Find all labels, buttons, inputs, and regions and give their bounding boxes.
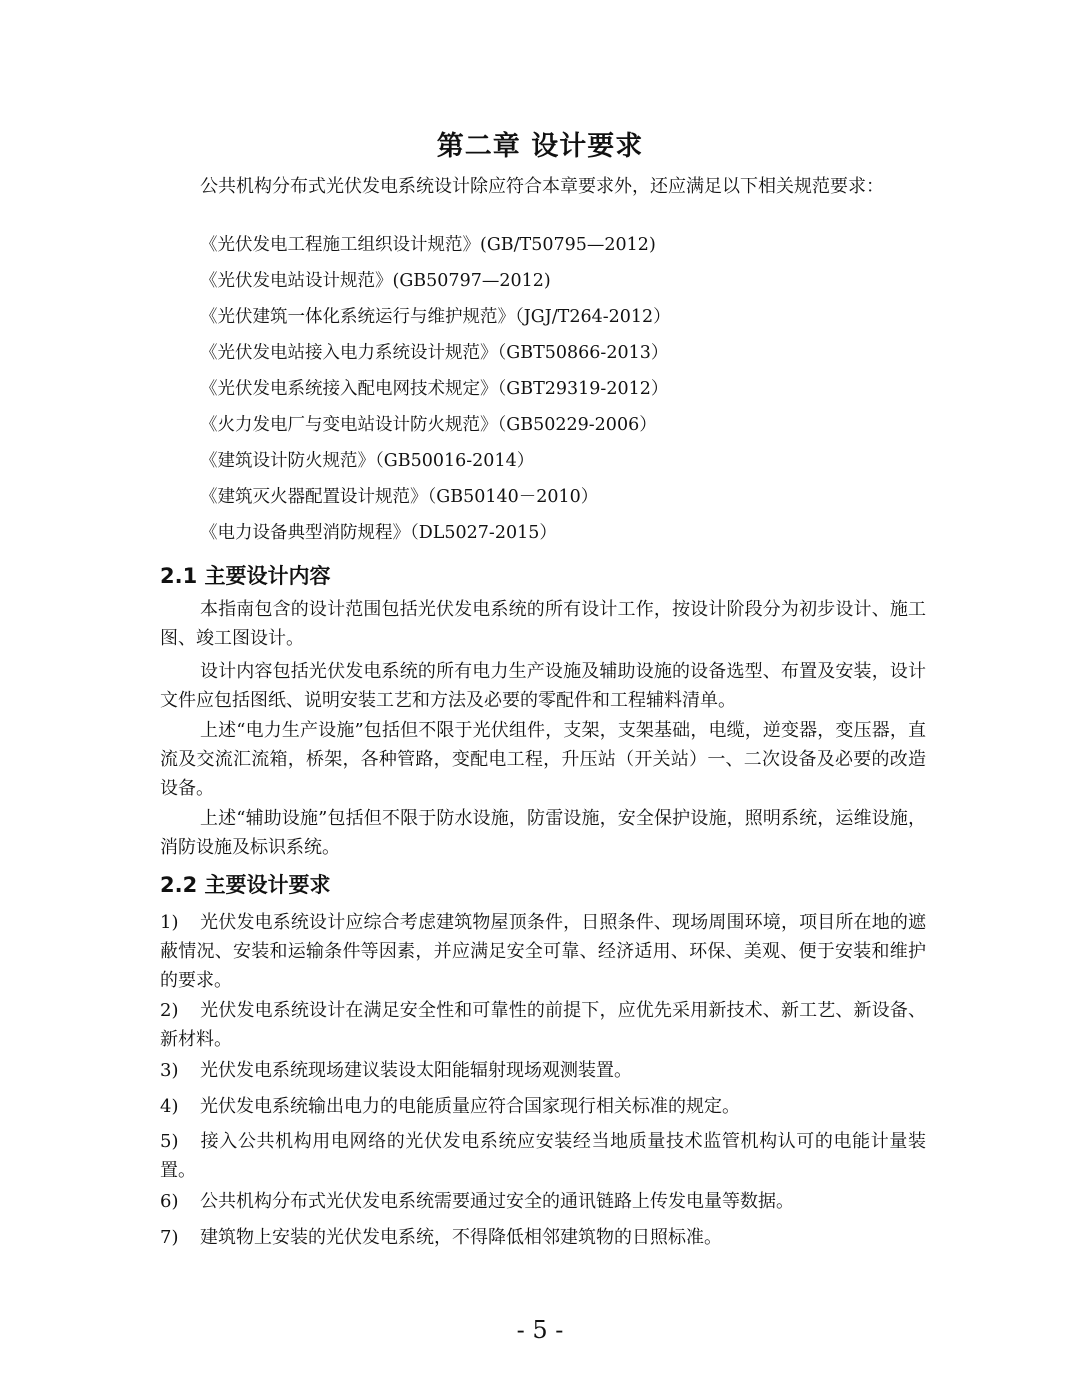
requirement-number: 7) (160, 1227, 179, 1248)
reference-item: 《光伏发电站设计规范》(GB50797—2012) (200, 271, 551, 291)
reference-item: 《电力设备典型消防规程》（DL5027-2015） (200, 523, 557, 543)
section-paragraph: 上述“电力生产设施”包括但不限于光伏组件，支架，支架基础，电缆，逆变器，变压器，直流及交流汇流箱，桥架，各种管路，变配电工程，升压站（开关站）一、二次设备及必要的改造设备。 (160, 720, 926, 799)
requirement-text: 光伏发电系统设计应综合考虑建筑物屋顶条件，日照条件、现场周围环境，项目所在地的遮蔽情况、安装和运输条件等因素，并应满足安全可靠、经济适用、环保、美观、便于安装和维护的要求。 (160, 912, 926, 991)
section-heading-2-1: 2.1 主要设计内容 (160, 564, 331, 588)
requirement-text: 光伏发电系统输出电力的电能质量应符合国家现行相关标准的规定。 (200, 1096, 740, 1117)
requirement-number: 4) (160, 1096, 179, 1117)
requirement-item (160, 996, 926, 1054)
requirement-item (160, 1187, 926, 1216)
reference-list (200, 233, 671, 557)
page-number: - 5 - (516, 1316, 564, 1344)
requirement-number: 5) (160, 1131, 179, 1152)
intro-paragraph: 公共机构分布式光伏发电系统设计除应符合本章要求外，还应满足以下相关规范要求： (200, 176, 884, 197)
section-heading-2-2: 2.2 主要设计要求 (160, 873, 331, 897)
chapter-title: 第二章 设计要求 (436, 131, 644, 162)
requirement-item (160, 908, 926, 995)
requirement-number: 6) (160, 1191, 179, 1212)
requirement-item (160, 1127, 926, 1185)
reference-item: 《光伏发电系统接入配电网技术规定》（GBT29319-2012） (200, 379, 669, 399)
reference-item: 《火力发电厂与变电站设计防火规范》（GB50229-2006） (200, 415, 657, 435)
requirement-number: 2) (160, 1000, 179, 1021)
requirement-text: 接入公共机构用电网络的光伏发电系统应安装经当地质量技术监管机构认可的电能计量装置。 (160, 1131, 926, 1181)
requirement-number: 3) (160, 1060, 179, 1081)
requirement-item (160, 1092, 926, 1121)
requirement-text: 光伏发电系统设计在满足安全性和可靠性的前提下，应优先采用新技术、新工艺、新设备、新材料。 (160, 1000, 926, 1050)
requirement-text: 公共机构分布式光伏发电系统需要通过安全的通讯链路上传发电量等数据。 (200, 1191, 794, 1212)
requirement-text: 建筑物上安装的光伏发电系统，不得降低相邻建筑物的日照标准。 (200, 1227, 722, 1248)
requirement-text: 光伏发电系统现场建议装设太阳能辐射现场观测装置。 (200, 1060, 632, 1081)
reference-item: 《光伏发电站接入电力系统设计规范》（GBT50866-2013） (200, 343, 669, 363)
requirement-item (160, 1056, 926, 1085)
section-paragraph: 上述“辅助设施”包括但不限于防水设施，防雷设施，安全保护设施，照明系统，运维设施，消防设施及标识系统。 (160, 808, 926, 858)
reference-item: 《建筑设计防火规范》（GB50016-2014） (200, 451, 535, 471)
requirement-item (160, 1223, 926, 1252)
reference-item: 《建筑灭火器配置设计规范》（GB50140－2010） (200, 487, 599, 507)
requirement-number: 1) (160, 912, 179, 933)
section-paragraph: 设计内容包括光伏发电系统的所有电力生产设施及辅助设施的设备选型、布置及安装，设计文件应包括图纸、说明安装工艺和方法及必要的零配件和工程辅料清单。 (160, 661, 926, 711)
reference-item: 《光伏建筑一体化系统运行与维护规范》（JGJ/T264-2012） (200, 307, 671, 327)
section-paragraph: 本指南包含的设计范围包括光伏发电系统的所有设计工作，按设计阶段分为初步设计、施工图、竣工图设计。 (160, 599, 926, 649)
reference-item: 《光伏发电工程施工组织设计规范》(GB/T50795—2012) (200, 235, 656, 255)
